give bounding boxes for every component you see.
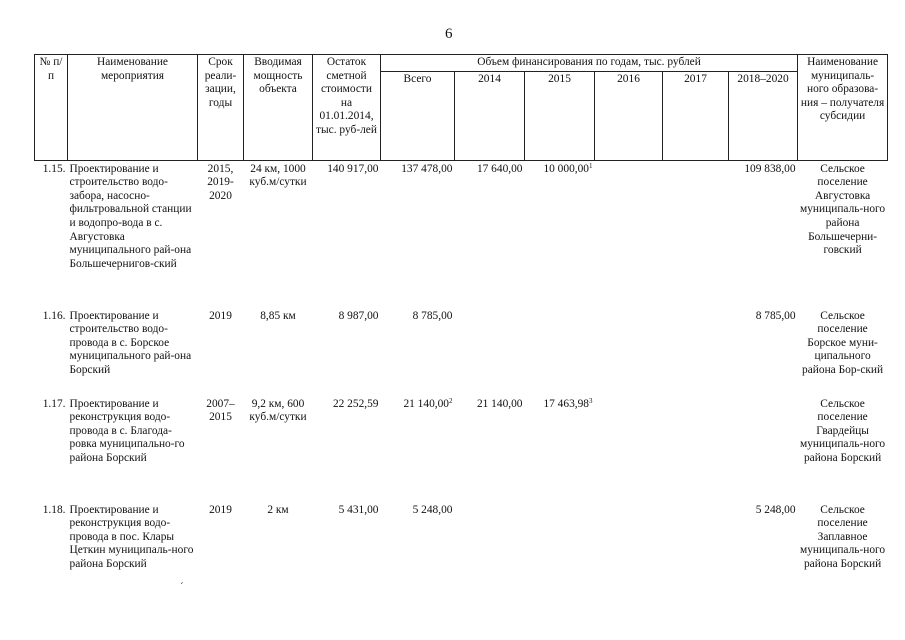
row-total <box>381 502 455 599</box>
header-total: Всего <box>381 71 455 160</box>
header-funding-group: Объем финансирования по годам, тыс. рублей <box>381 55 798 72</box>
table-row <box>35 502 888 599</box>
row-name: Проектирование и реконструкция водо-провода в пос. Клары Цеткин муниципаль-ного района Борский <box>69 503 194 570</box>
row-remainder: 22 252,59 <box>332 397 379 410</box>
row-2015-footnote: 3 <box>589 396 593 405</box>
row-2016 <box>595 308 663 396</box>
row-capacity: 24 км, 1000 куб.м/сутки <box>249 162 307 189</box>
header-recipient: Наименование муниципаль-ного образова-ния – получателя субсидии <box>798 55 888 161</box>
header-year-2018-2020: 2018–2020 <box>729 71 798 160</box>
row-name: Проектирование и строительство водо-забора, насосно-фильтровальной станции и водопро-вода в с. Августовка муниципального рай-она Большечернигов-ский <box>69 162 192 270</box>
row-term: 2007–2015 <box>206 397 235 424</box>
row-2014: 21 140,00 <box>476 397 523 410</box>
row-recipient: Сельское поселение Августовка муниципаль-ного района Большечерни-говский <box>800 162 886 257</box>
scan-mark: ˊ <box>180 581 184 593</box>
row-total-value: 5 248,00 <box>412 503 453 516</box>
header-name: Наименование мероприятия <box>68 55 198 161</box>
header-num: № п/п <box>35 55 68 161</box>
row-2015 <box>525 396 595 502</box>
row-capacity: 8,85 км <box>260 309 296 322</box>
row-2014 <box>455 308 525 396</box>
row-num: 1.16. <box>42 309 66 322</box>
row-2018-2020: 8 785,00 <box>755 309 796 322</box>
table-row <box>35 160 888 308</box>
row-2015 <box>525 308 595 396</box>
header-year-2014: 2014 <box>455 71 525 160</box>
row-name: Проектирование и строительство водо-провода в с. Борское муниципального рай-она Борский <box>69 309 192 376</box>
header-year-2015: 2015 <box>525 71 595 160</box>
row-2017 <box>663 308 729 396</box>
financing-table <box>34 54 888 599</box>
header-capacity: Вводимая мощность объекта <box>244 55 313 161</box>
header-term: Срок реали-зации, годы <box>198 55 244 161</box>
row-total-value: 137 478,00 <box>401 162 453 175</box>
row-recipient: Сельское поселение Заплавное муниципаль-ного района Борский <box>800 503 886 570</box>
row-2017 <box>663 396 729 502</box>
header-remainder: Остаток сметной стоимости на 01.01.2014, тыс. руб-лей <box>313 55 381 161</box>
row-total-value: 8 785,00 <box>412 309 453 322</box>
header-year-2017: 2017 <box>663 71 729 160</box>
row-2014 <box>455 502 525 599</box>
row-2018-2020 <box>729 396 798 502</box>
row-2016 <box>595 160 663 308</box>
row-total <box>381 396 455 502</box>
row-2015-footnote: 1 <box>589 161 593 170</box>
row-name: Проектирование и реконструкция водо-провода в с. Благода-ровка муниципально-го района Борский <box>69 397 185 464</box>
row-term: 2019 <box>209 309 232 322</box>
row-num: 1.15. <box>42 162 66 175</box>
row-total-footnote: 2 <box>449 396 453 405</box>
row-remainder: 8 987,00 <box>338 309 379 322</box>
row-2014: 17 640,00 <box>476 162 523 175</box>
page-number: 6 <box>445 26 453 42</box>
row-capacity: 9,2 км, 600 куб.м/сутки <box>249 397 307 424</box>
header-year-2016: 2016 <box>595 71 663 160</box>
row-num: 1.18. <box>42 503 66 516</box>
row-2017 <box>663 160 729 308</box>
row-2017 <box>663 502 729 599</box>
table-row <box>35 308 888 396</box>
table-row <box>35 396 888 502</box>
row-recipient: Сельское поселение Гвардейцы муниципаль-ного района Борский <box>800 397 886 464</box>
row-total <box>381 160 455 308</box>
row-remainder: 5 431,00 <box>338 503 379 516</box>
row-term: 2015, 2019-2020 <box>207 162 234 202</box>
row-remainder: 140 917,00 <box>327 162 379 175</box>
row-2018-2020: 5 248,00 <box>755 503 796 516</box>
row-term: 2019 <box>209 503 232 516</box>
row-capacity: 2 км <box>267 503 289 516</box>
row-2015 <box>525 502 595 599</box>
row-2016 <box>595 396 663 502</box>
row-2015-value: 10 000,00 <box>543 162 589 175</box>
row-2018-2020: 109 838,00 <box>744 162 796 175</box>
row-num: 1.17. <box>42 397 66 410</box>
row-2016 <box>595 502 663 599</box>
row-total <box>381 308 455 396</box>
row-recipient: Сельское поселение Борское муни-ципального района Бор-ский <box>802 309 884 376</box>
row-2015 <box>525 160 595 308</box>
row-2015-value: 17 463,98 <box>543 397 589 410</box>
row-total-value: 21 140,00 <box>403 397 449 410</box>
